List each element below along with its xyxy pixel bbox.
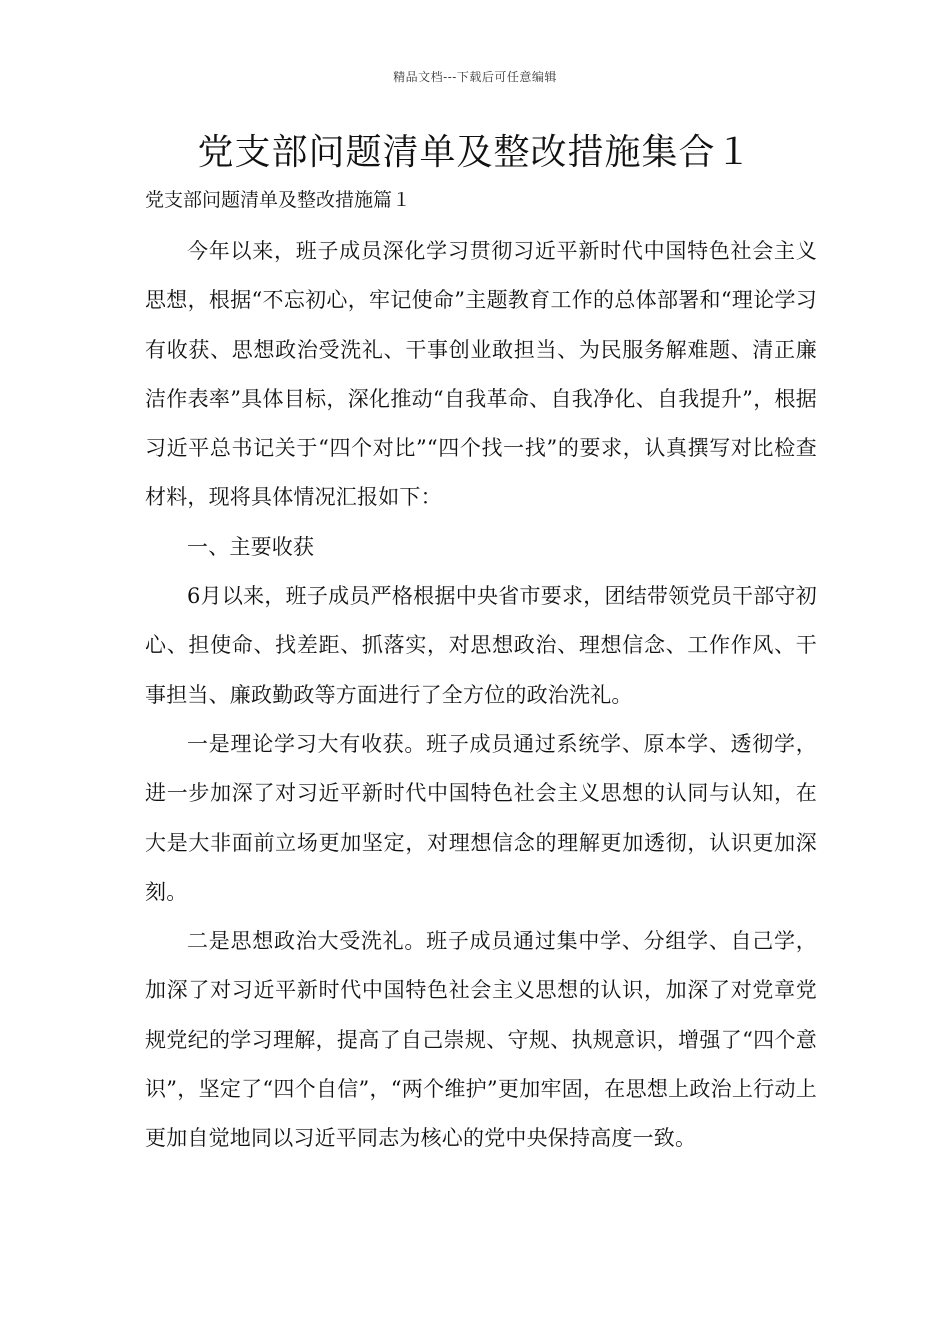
document-body (145, 227, 817, 1164)
section-heading-main-gains: 一、主要收获 (187, 534, 315, 559)
paragraph-theory-study: 一是理论学习大有收获。班子成员通过系统学、原本学、透彻学，进一步加深了对习近平新时代中国特色社会主义思想的认同与认知，在大是大非面前立场更加坚定，对理想信念的理解更加透彻，认识更加深刻。 (145, 731, 817, 904)
paragraph-intro: 今年以来，班子成员深化学习贯彻习近平新时代中国特色社会主义思想，根据“不忘初心，牢记使命”主题教育工作的总体部署和“理论学习有收获、思想政治受洗礼、干事创业敢担当、为民服务解难题、清正廉洁作表率”具体目标，深化推动“自我革命、自我净化、自我提升”，根据习近平总书记关于“四个对比”“四个找一找”的要求，认真撰写对比检查材料，现将具体情况汇报如下： (145, 239, 817, 510)
document-title: 党支部问题清单及整改措施集合１ (197, 132, 753, 173)
paragraph-political-thought: 二是思想政治大受洗礼。班子成员通过集中学、分组学、自己学，加深了对习近平新时代中国特色社会主义思想的认识，加深了对党章党规党纪的学习理解，提高了自己崇规、守规、执规意识，增强了“四个意识”，坚定了“四个自信”，“两个维护”更加牢固，在思想上政治上行动上更加自觉地同以习近平同志为核心的党中央保持高度一致。 (145, 929, 817, 1151)
header-note: 精品文档---下载后可任意编辑 (393, 70, 557, 84)
document-subtitle: 党支部问题清单及整改措施篇１ (145, 189, 412, 211)
paragraph-june: 6月以来，班子成员严格根据中央省市要求，团结带领党员干部守初心、担使命、找差距、抓落实，对思想政治、理想信念、工作作风、干事担当、廉政勤政等方面进行了全方位的政治洗礼。 (145, 584, 817, 707)
